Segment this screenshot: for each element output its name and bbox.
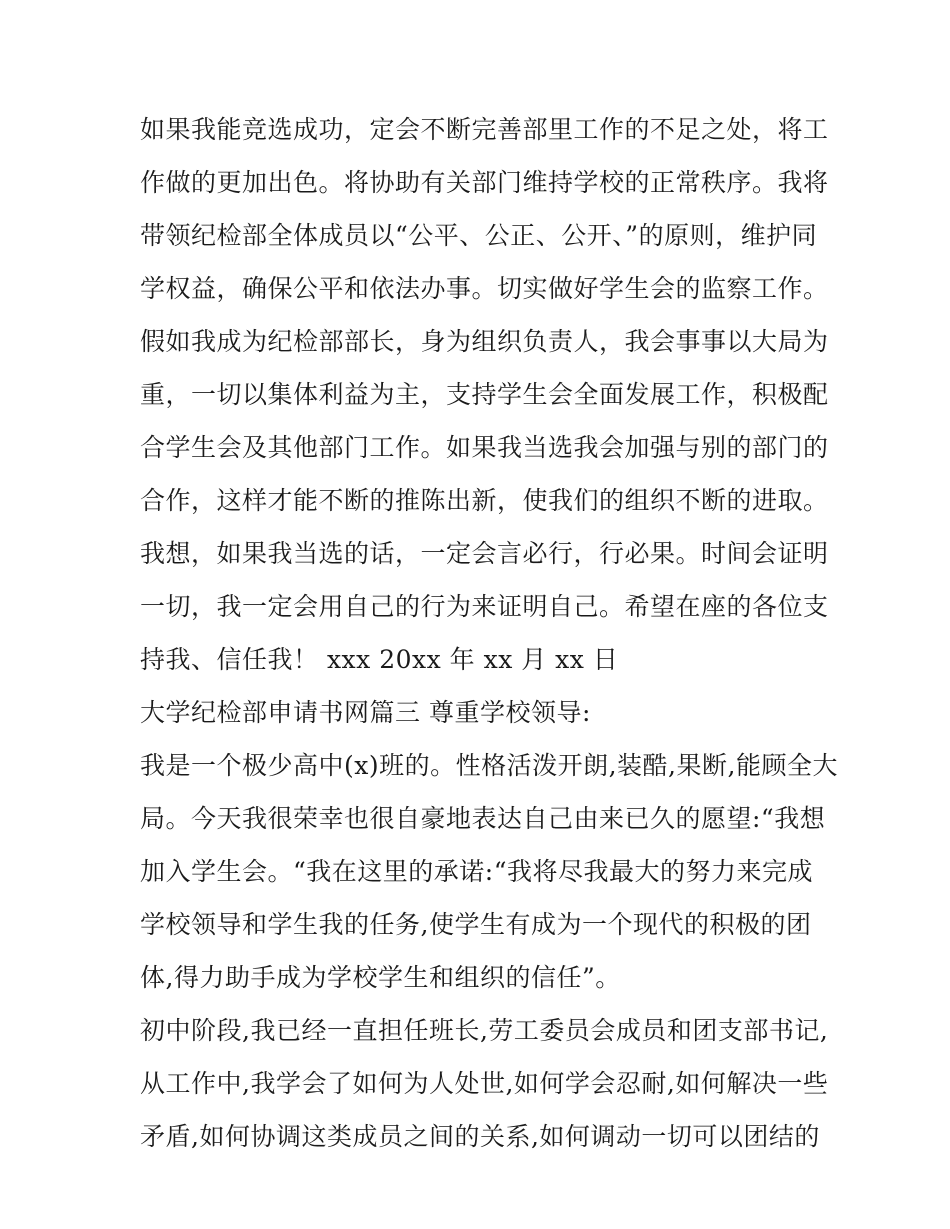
date-line: 持我、信任我！ xxx 20xx 年 xx 月 xx 日: [140, 645, 619, 674]
text-line: 带领纪检部全体成员以“公平、公正、公开、”的原则，维护同: [140, 221, 818, 250]
text-line: 矛盾,如何协调这类成员之间的关系,如何调动一切可以团结的: [140, 1122, 820, 1151]
text-line: 合作，这样才能不断的推陈出新，使我们的组织不断的进取。: [140, 486, 829, 515]
text-line: 作做的更加出色。将协助有关部门维持学校的正常秩序。我将: [140, 168, 829, 197]
text-line: 合学生会及其他部门工作。如果我当选我会加强与别的部门的: [140, 433, 829, 462]
text-line: 局。今天我很荣幸也很自豪地表达自己由来已久的愿望:“我想: [140, 804, 826, 833]
text-line: 如果我能竞选成功，定会不断完善部里工作的不足之处，将工: [140, 115, 829, 144]
text-line: 加入学生会。“我在这里的承诺:“我将尽我最大的努力来完成: [140, 857, 813, 886]
section-heading: 大学纪检部申请书网篇三 尊重学校领导:: [140, 698, 591, 727]
text-line: 体,得力助手成为学校学生和组织的信任”。: [140, 963, 621, 992]
text-line: 从工作中,我学会了如何为人处世,如何学会忍耐,如何解决一些: [140, 1069, 829, 1098]
text-line: 学权益，确保公平和依法办事。切实做好学生会的监察工作。: [140, 274, 829, 303]
text-line: 一切，我一定会用自己的行为来证明自己。希望在座的各位支: [140, 592, 829, 621]
text-line: 初中阶段,我已经一直担任班长,劳工委员会成员和团支部书记,: [140, 1016, 829, 1045]
text-line: 学校领导和学生我的任务,使学生有成为一个现代的积极的团: [140, 910, 812, 939]
text-line: 重，一切以集体利益为主，支持学生会全面发展工作，积极配: [140, 380, 829, 409]
text-line: 我想，如果我当选的话，一定会言必行，行必果。时间会证明: [140, 539, 829, 568]
text-line: 假如我成为纪检部部长，身为组织负责人，我会事事以大局为: [140, 327, 829, 356]
text-line: 我是一个极少高中(x)班的。性格活泼开朗,装酷,果断,能顾全大: [140, 751, 838, 780]
